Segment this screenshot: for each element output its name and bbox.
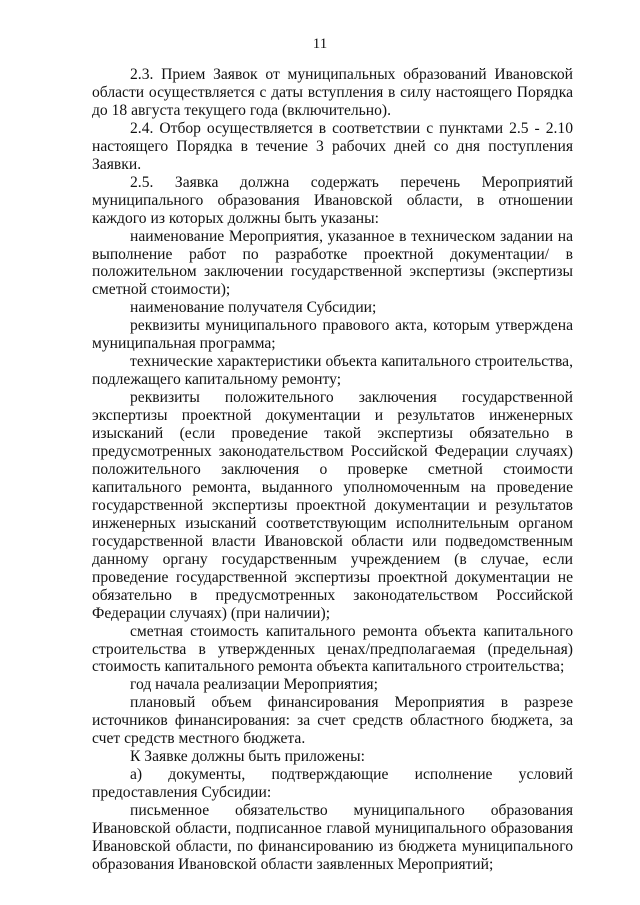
attachment-written-obligation: письменное обязательство муниципального образования Ивановской области, подписанное главой муниципального образования Ивановской области, по финансированию из бюджета муниципального образования Ивановской области заявленных Мероприятий; [92,802,573,873]
attachments-heading: К Заявке должны быть приложены: [130,748,365,766]
list-item-funding-volume: плановый объем финансирования Мероприятия в разрезе источников финансирования: за счет средств областного бюджета, за счет средств местного бюджета. [92,694,573,748]
attachment-item-a: а) документы, подтверждающие исполнение условий предоставления Субсидии: [92,766,573,802]
paragraph-2-4: 2.4. Отбор осуществляется в соответствии с пунктами 2.5 - 2.10 настоящего Порядка в течение 3 рабочих дней со дня поступления Заявки. [92,119,573,173]
list-item-estimated-cost: сметная стоимость капитального ремонта объекта капитального строительства в утвержденных ценах/предполагаемая (предельная) стоимость капитального ремонта объекта капитального строительства; [92,622,573,676]
document-body [92,66,573,874]
list-item-activity-name: наименование Мероприятия, указанное в техническом задании на выполнение работ по разработке проектной документации/ в положительном заключении государственной экспертизы (экспертизы сметной стоимости); [92,227,573,299]
list-item-start-year: год начала реализации Мероприятия; [130,676,378,694]
list-item-legal-act: реквизиты муниципального правового акта, которым утверждена муниципальная программа; [92,317,573,353]
list-item-technical-specs: технические характеристики объекта капитального строительства, подлежащего капитальному ремонту; [92,353,573,389]
list-item-expertise-details: реквизиты положительного заключения государственной экспертизы проектной документации и результатов инженерных изысканий (если проведение такой экспертизы обязательно в предусмотренных законодательством Российской Федерации случаях) положительного заключения о проверке сметной стоимости капитального ремонта, выданного уполномоченным на проведение государственной экспертизы проектной документации и результатов инженерных изысканий соответствующим исполнительным органом государственной власти Ивановской области или подведомственным данному органу государственным учреждением (в случае, если проведение государственной экспертизы проектной документации не обязательно в предусмотренных законодательством Российской Федерации случаях) (при наличии); [92,389,573,622]
list-item-recipient-name: наименование получателя Субсидии; [130,299,377,317]
paragraph-2-3: 2.3. Прием Заявок от муниципальных образований Ивановской области осуществляется с даты вступления в силу настоящего Порядка до 18 августа текущего года (включительно). [92,66,573,119]
paragraph-2-5: 2.5. Заявка должна содержать перечень Мероприятий муниципального образования Ивановской области, в отношении каждого из которых должны быть указаны: [92,173,573,227]
page-number: 11 [312,36,328,52]
